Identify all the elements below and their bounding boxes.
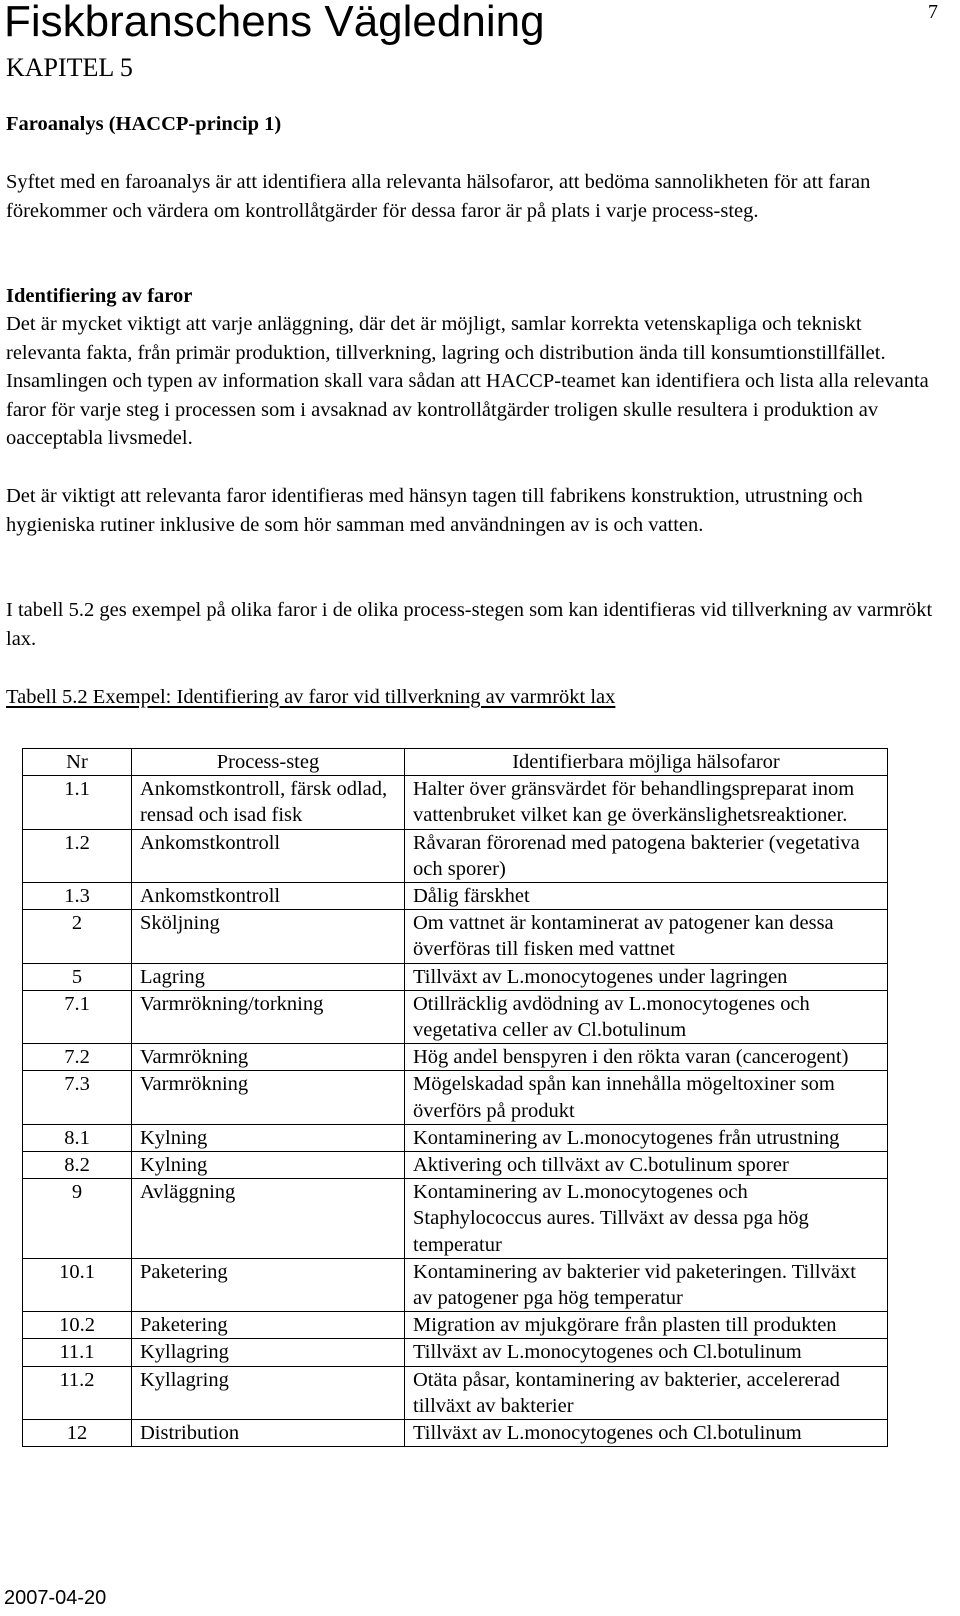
hazard-cell: Aktivering och tillväxt av C.botulinum sporer [405, 1152, 888, 1179]
hazard-cell: Tillväxt av L.monocytogenes och Cl.botulinum [405, 1339, 888, 1366]
row-number-cell: 11.2 [23, 1366, 132, 1419]
row-number-cell: 1.1 [23, 776, 132, 829]
hazard-cell: Kontaminering av bakterier vid paketeringen. Tillväxt av patogener pga hög temperatur [405, 1258, 888, 1311]
table-header-row [23, 749, 888, 776]
process-step-cell: Kyllagring [132, 1366, 405, 1419]
row-number-cell: 7.1 [23, 990, 132, 1043]
body-paragraph: Det är viktigt att relevanta faror identifieras med hänsyn tagen till fabrikens konstruktion, utrustning och hygieniska rutiner inklusive de som hör samman med användningen av is och vatten. [6, 485, 863, 536]
row-number-cell: 8.2 [23, 1152, 132, 1179]
table-row [23, 776, 888, 829]
row-number-cell: 10.1 [23, 1258, 132, 1311]
hazard-cell: Mögelskadad spån kan innehålla mögeltoxiner som överförs på produkt [405, 1071, 888, 1124]
hazard-cell: Råvaran förorenad med patogena bakterier (vegetativa och sporer) [405, 829, 888, 882]
table-row [23, 829, 888, 882]
row-number-cell: 11.1 [23, 1339, 132, 1366]
page-number: 7 [928, 1, 938, 23]
hazard-cell: Tillväxt av L.monocytogenes under lagringen [405, 963, 888, 990]
subsection-heading: Identifiering av faror [6, 285, 193, 307]
process-step-cell: Lagring [132, 963, 405, 990]
row-number-cell: 7.2 [23, 1044, 132, 1071]
chapter-label: KAPITEL 5 [6, 53, 133, 82]
row-number-cell: 5 [23, 963, 132, 990]
process-step-cell: Avläggning [132, 1179, 405, 1259]
section-heading: Faroanalys (HACCP-princip 1) [6, 113, 282, 135]
hazard-cell: Migration av mjukgörare från plasten till produkten [405, 1312, 888, 1339]
hazard-cell: Hög andel benspyren i den rökta varan (cancerogent) [405, 1044, 888, 1071]
table-body [23, 776, 888, 1447]
hazard-cell: Dålig färskhet [405, 883, 888, 910]
row-number-cell: 9 [23, 1179, 132, 1259]
row-number-cell: 7.3 [23, 1071, 132, 1124]
process-step-cell: Varmrökning [132, 1044, 405, 1071]
hazard-cell: Kontaminering av L.monocytogenes och Staphylococcus aures. Tillväxt av dessa pga hög temperatur [405, 1179, 888, 1259]
table-row [23, 1124, 888, 1151]
row-number-cell: 10.2 [23, 1312, 132, 1339]
column-header-process-step: Process-steg [132, 749, 405, 776]
table-row [23, 1152, 888, 1179]
column-header-nr: Nr [23, 749, 132, 776]
process-step-cell: Ankomstkontroll, färsk odlad, rensad och isad fisk [132, 776, 405, 829]
table-row [23, 990, 888, 1043]
row-number-cell: 12 [23, 1420, 132, 1447]
hazard-table [22, 748, 888, 1447]
table-row [23, 1044, 888, 1071]
hazard-cell: Om vattnet är kontaminerat av patogener kan dessa överföras till fisken med vattnet [405, 910, 888, 963]
footer-date: 2007-04-20 [4, 1587, 107, 1609]
table-row [23, 1179, 888, 1259]
hazard-cell: Kontaminering av L.monocytogenes från utrustning [405, 1124, 888, 1151]
process-step-cell: Ankomstkontroll [132, 883, 405, 910]
table-row [23, 1258, 888, 1311]
process-step-cell: Kyllagring [132, 1339, 405, 1366]
hazard-cell: Otillräcklig avdödning av L.monocytogenes och vegetativa celler av Cl.botulinum [405, 990, 888, 1043]
process-step-cell: Kylning [132, 1124, 405, 1151]
table-row [23, 1366, 888, 1419]
hazard-cell: Halter över gränsvärdet för behandlingspreparat inom vattenbruket vilket kan ge överkänslighetsreaktioner. [405, 776, 888, 829]
hazard-cell: Tillväxt av L.monocytogenes och Cl.botulinum [405, 1420, 888, 1447]
row-number-cell: 8.1 [23, 1124, 132, 1151]
process-step-cell: Varmrökning [132, 1071, 405, 1124]
table-row [23, 910, 888, 963]
process-step-cell: Distribution [132, 1420, 405, 1447]
table-row [23, 1420, 888, 1447]
process-step-cell: Paketering [132, 1312, 405, 1339]
table-row [23, 1071, 888, 1124]
process-step-cell: Paketering [132, 1258, 405, 1311]
process-step-cell: Kylning [132, 1152, 405, 1179]
table-row [23, 1339, 888, 1366]
hazard-cell: Otäta påsar, kontaminering av bakterier, accelererad tillväxt av bakterier [405, 1366, 888, 1419]
body-paragraph: Det är mycket viktigt att varje anläggning, där det är möjligt, samlar korrekta vetenskapliga och tekniskt relevanta fakta, från primär produktion, tillverkning, lagring och distribution ända till konsumtionstillfället. Insamlingen och typen av information skall vara sådan att HACCP-teamet kan identifiera och lista alla relevanta faror för varje steg i processen som i avsaknad av kontrollåtgärder troligen skulle resultera i produktion av oacceptabla livsmedel. [6, 313, 929, 449]
table-row [23, 963, 888, 990]
document-title: Fiskbranschens Vägledning [4, 0, 545, 46]
table-row [23, 883, 888, 910]
table-row [23, 1312, 888, 1339]
row-number-cell: 1.2 [23, 829, 132, 882]
column-header-hazards: Identifierbara möjliga hälsofaror [405, 749, 888, 776]
table-caption: Tabell 5.2 Exempel: Identifiering av faror vid tillverkning av varmrökt lax [6, 686, 616, 708]
process-step-cell: Ankomstkontroll [132, 829, 405, 882]
body-paragraph: I tabell 5.2 ges exempel på olika faror i de olika process-stegen som kan identifieras vid tillverkning av varmrökt lax. [6, 599, 933, 650]
process-step-cell: Varmrökning/torkning [132, 990, 405, 1043]
row-number-cell: 1.3 [23, 883, 132, 910]
row-number-cell: 2 [23, 910, 132, 963]
intro-paragraph: Syftet med en faroanalys är att identifiera alla relevanta hälsofaror, att bedöma sannolikheten för att faran förekommer och värdera om kontrollåtgärder för dessa faror är på plats i varje process-steg. [6, 171, 871, 222]
process-step-cell: Sköljning [132, 910, 405, 963]
